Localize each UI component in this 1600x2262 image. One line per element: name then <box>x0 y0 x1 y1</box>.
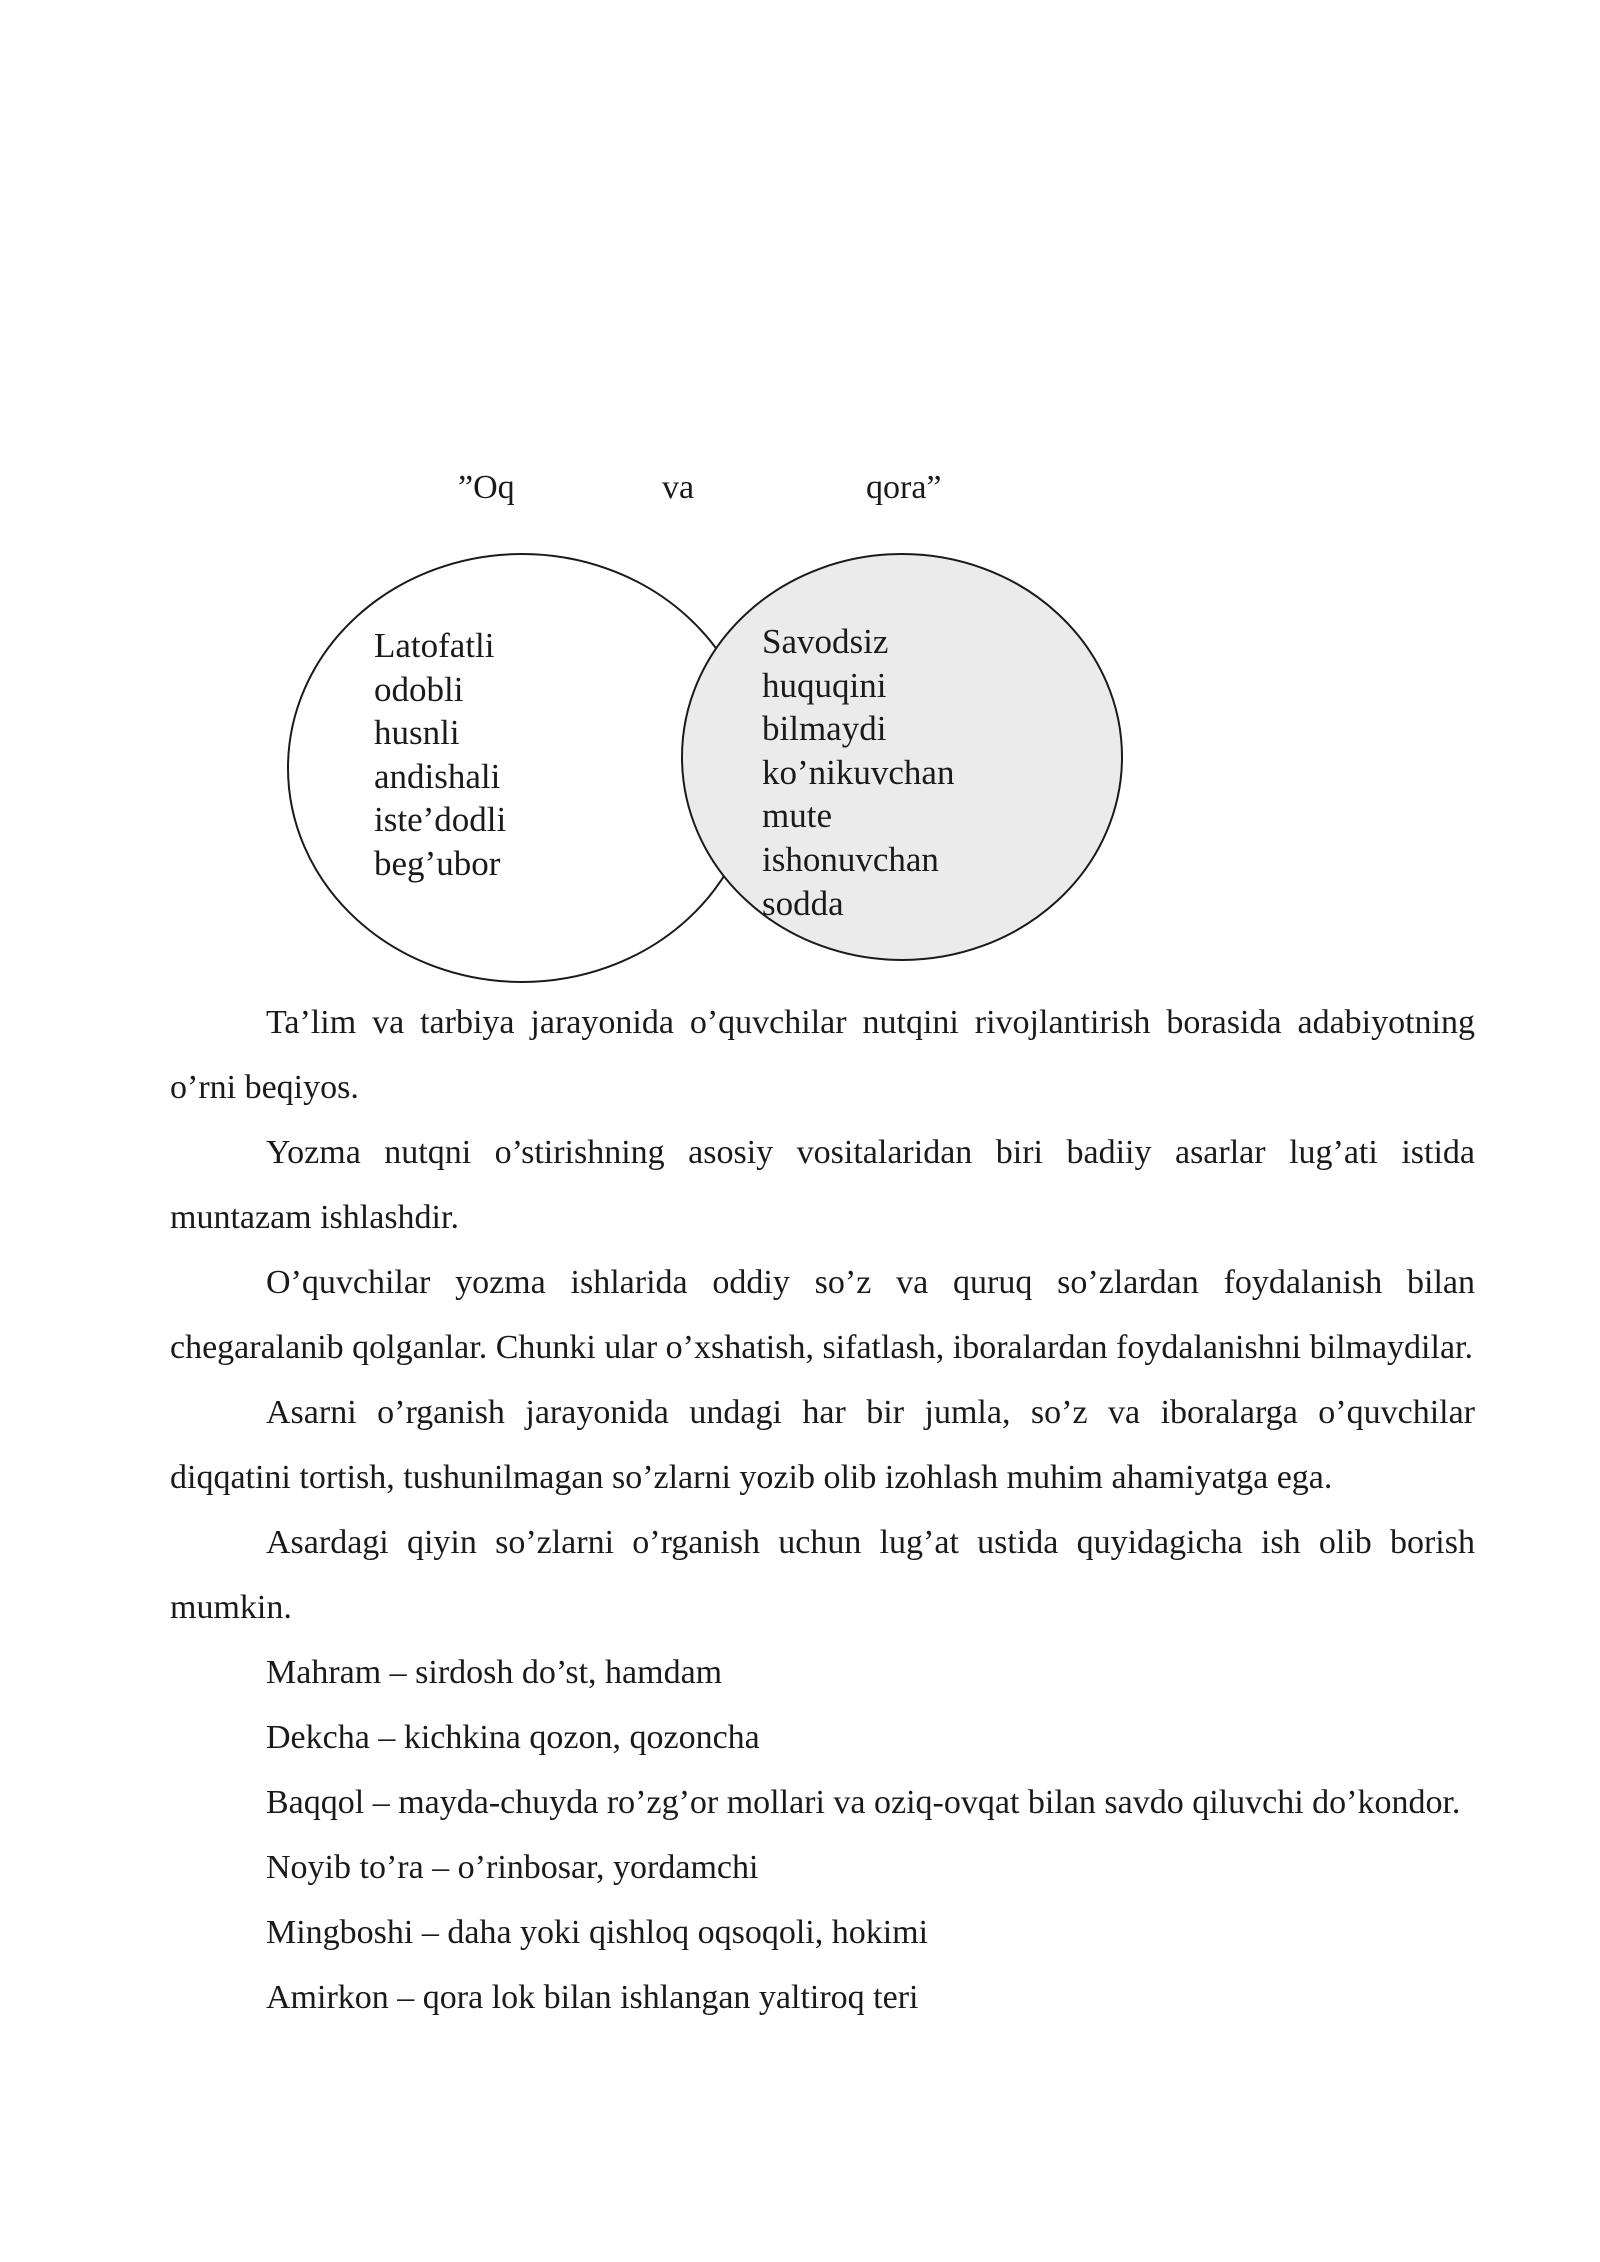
right-circle-item: ishonuvchan <box>762 839 939 879</box>
right-circle-item: ko’nikuvchan <box>762 752 955 792</box>
left-circle-item: iste’dodli <box>374 800 507 840</box>
body-text <box>170 990 1475 2030</box>
diagram-title-word: va <box>662 469 695 506</box>
left-circle-item: Latofatli <box>374 626 495 665</box>
glossary-entry: Baqqol – mayda-chuyda ro’zg’or mollari va oziq-ovqat bilan savdo qiluvchi do’kondor. <box>266 1784 1461 1821</box>
left-circle-item: odobli <box>374 669 464 709</box>
glossary-entry: Mahram – sirdosh do’st, hamdam <box>266 1654 723 1691</box>
right-circle-item: sodda <box>762 883 844 923</box>
left-circle-list <box>374 624 506 886</box>
right-circle-item: mute <box>762 796 832 836</box>
diagram-title-word: ”Oq <box>458 469 515 506</box>
glossary-entry: Mingboshi – daha yoki qishloq oqsoqoli, hokimi <box>266 1914 929 1951</box>
diagram-title-word: qora” <box>866 469 942 506</box>
left-circle-item: husnli <box>374 713 460 753</box>
paragraph: Asardagi qiyin so’zlarni o’rganish uchun lug’at ustida quyidagicha ish olib borish mumkin. <box>170 1524 1475 1626</box>
glossary-entry: Noyib to’ra – o’rinbosar, yordamchi <box>266 1849 759 1886</box>
right-circle-list <box>762 620 954 925</box>
paragraph: Ta’lim va tarbiya jarayonida o’quvchilar nutqini rivojlantirish borasida adabiyotning o’rni beqiyos. <box>170 1004 1475 1106</box>
right-circle-item: huquqini <box>762 665 887 705</box>
right-circle-item: bilmaydi <box>762 709 887 749</box>
left-circle-item: andishali <box>374 756 501 796</box>
paragraph: Asarni o’rganish jarayonida undagi har bir jumla, so’z va iboralarga o’quvchilar diqqatini tortish, tushunilmagan so’zlarni yozib olib izohlash muhim ahamiyatga ega. <box>170 1394 1475 1496</box>
paragraph: O’quvchilar yozma ishlarida oddiy so’z va quruq so’zlardan foydalanish bilan chegaralanib qolganlar. Chunki ular o’xshatish, sifatlash, iboralardan foydalanishni bilmaydilar. <box>170 1264 1475 1366</box>
left-circle-item: beg’ubor <box>374 843 501 883</box>
right-circle-item: Savodsiz <box>762 622 889 661</box>
glossary-entry: Dekcha – kichkina qozon, qozoncha <box>266 1719 760 1756</box>
glossary-entry: Amirkon – qora lok bilan ishlangan yaltiroq teri <box>266 1979 919 2016</box>
paragraph: Yozma nutqni o’stirishning asosiy vositalaridan biri badiiy asarlar lug’ati istida muntazam ishlashdir. <box>170 1134 1475 1236</box>
